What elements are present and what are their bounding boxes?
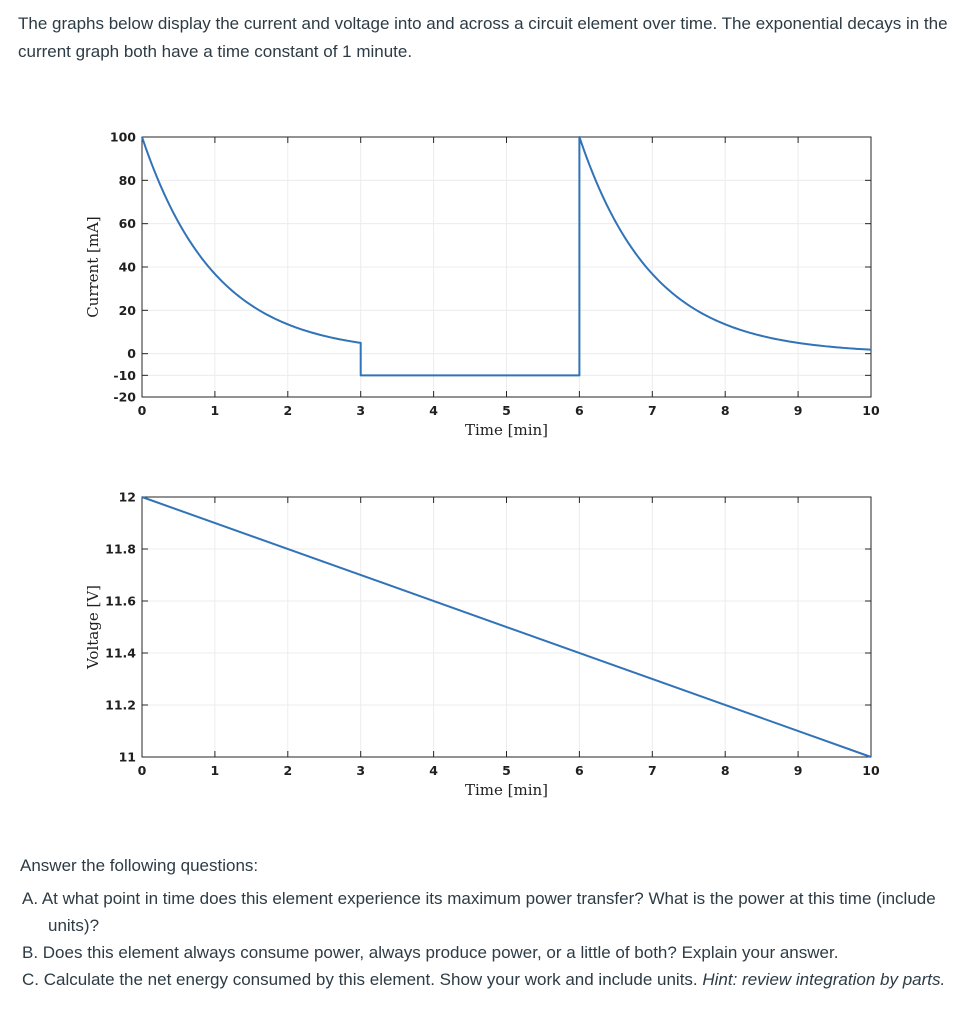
question-c-text: C. Calculate the net energy consumed by this element. Show your work and include units. — [22, 970, 703, 989]
question-b-text: B. Does this element always consume power, always produce power, or a little of both? Explain your answer. — [22, 943, 839, 962]
current-ytick-label: 60 — [118, 216, 136, 232]
current-ytick-label: 80 — [118, 172, 136, 188]
current-xtick-label: 3 — [356, 403, 366, 418]
current-ytick-label: 0 — [127, 346, 136, 362]
current-ytick-label: 40 — [118, 259, 136, 275]
current-xtick-label: 7 — [647, 403, 657, 418]
voltage-xtick-label: 1 — [210, 763, 220, 778]
current-chart — [0, 120, 966, 450]
current-ytick-label: -20 — [113, 389, 136, 405]
voltage-xlabel: Time [min] — [464, 781, 549, 799]
current-ylabel: Current [mA] — [84, 216, 102, 318]
voltage-chart — [0, 480, 966, 810]
voltage-ylabel: Voltage [V] — [84, 584, 102, 670]
current-ytick-label: -10 — [113, 367, 136, 383]
current-xlabel: Time [min] — [464, 421, 549, 439]
voltage-xtick-label: 3 — [356, 763, 366, 778]
voltage-ytick-label: 11.6 — [105, 593, 136, 609]
voltage-xtick-label: 10 — [862, 763, 880, 778]
current-ytick-label: 20 — [118, 302, 136, 318]
current-xtick-label: 0 — [137, 403, 147, 418]
questions-section — [20, 852, 950, 993]
questions-heading: Answer the following questions: — [20, 856, 259, 875]
voltage-ytick-label: 11.2 — [105, 697, 136, 713]
voltage-xtick-label: 5 — [502, 763, 511, 778]
current-xtick-label: 9 — [793, 403, 803, 418]
current-xtick-label: 2 — [283, 403, 293, 418]
voltage-xtick-label: 7 — [647, 763, 657, 778]
question-a — [20, 885, 950, 939]
questions-list — [20, 885, 950, 993]
voltage-xtick-label: 6 — [575, 763, 584, 778]
voltage-ytick-label: 12 — [118, 489, 136, 505]
voltage-xtick-label: 2 — [283, 763, 293, 778]
problem-intro: The graphs below display the current and voltage into and across a circuit element over time. The exponential decays in the current graph both have a time constant of 1 minute. — [18, 14, 948, 61]
question-c-hint: Hint: review integration by parts. — [702, 970, 946, 989]
voltage-ytick-label: 11.4 — [105, 645, 136, 661]
voltage-xtick-label: 9 — [793, 763, 803, 778]
voltage-xtick-label: 4 — [429, 763, 438, 778]
current-xtick-label: 4 — [429, 403, 438, 418]
current-ytick-label: 100 — [109, 129, 136, 145]
question-a-text: A. At what point in time does this element experience its maximum power transfer? What is the power at this time (include units)? — [22, 889, 936, 935]
current-xtick-label: 8 — [720, 403, 730, 418]
voltage-ytick-label: 11.8 — [105, 541, 136, 557]
current-xtick-label: 1 — [210, 403, 220, 418]
question-b — [20, 939, 950, 966]
current-xtick-label: 10 — [862, 403, 880, 418]
voltage-ytick-label: 11 — [118, 749, 136, 765]
current-xtick-label: 5 — [502, 403, 511, 418]
current-xtick-label: 6 — [575, 403, 584, 418]
voltage-xtick-label: 0 — [137, 763, 147, 778]
question-c — [20, 966, 950, 993]
voltage-xtick-label: 8 — [720, 763, 730, 778]
